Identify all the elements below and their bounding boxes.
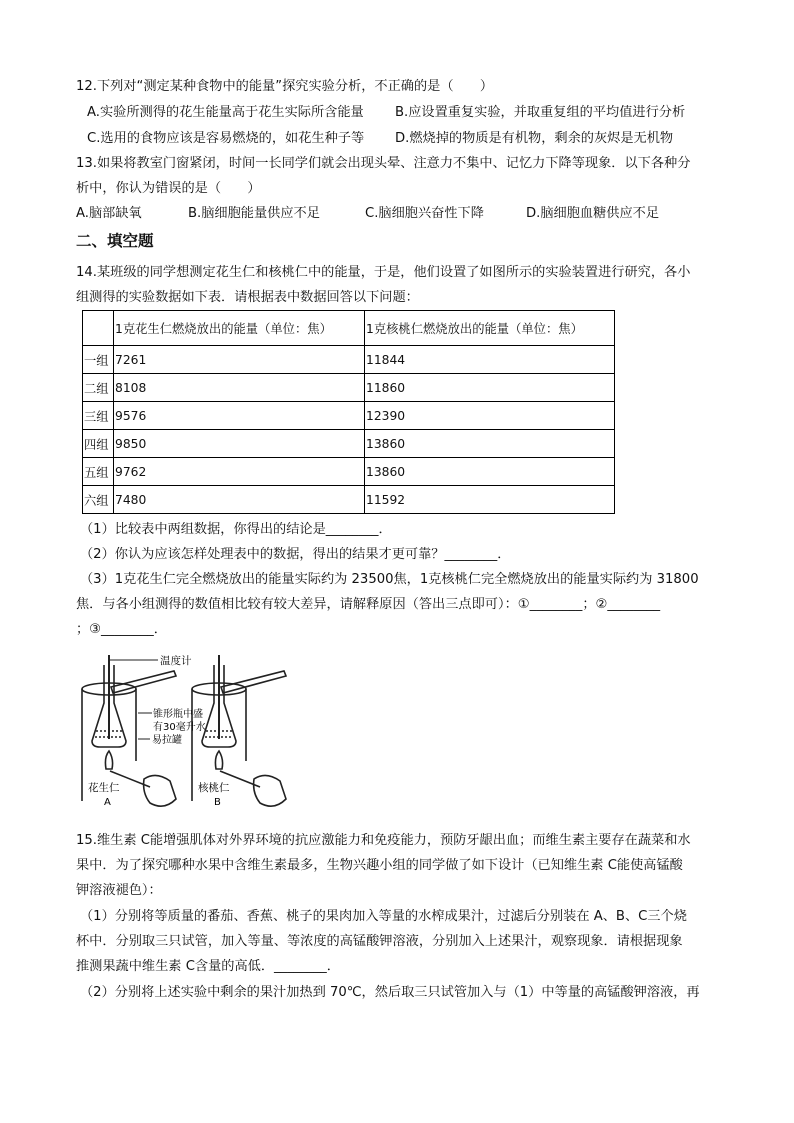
flame-left [105,751,112,769]
table-row [83,402,615,430]
hand-right [254,775,286,806]
table-cell: 9762 [114,458,365,486]
table-row [83,374,615,402]
q15-line5: 杯中．分别取三只试管，加入等量、等浓度的高锰酸钾溶液，分别加入上述果汁，观察现象．请根据现象 [76,934,683,949]
flame-right [215,751,222,769]
q12-stem: 12.下列对“测定某种食物中的能量”探究实验分析，不正确的是（ ） [76,79,494,94]
label-b: B [214,797,221,808]
q14-stem-line1: 14.某班级的同学想测定花生仁和核桃仁中的能量，于是，他们设置了如图所示的实验装置进行研究，各小 [76,265,691,280]
q13-stem-line1: 13.如果将教室门窗紧闭，时间一长同学们就会出现头晕、注意力不集中、记忆力下降等现象．以下各种分 [76,156,691,171]
q12-option-a: A.实验所测得的花生能量高于花生实际所含能量 [87,105,364,120]
holder-rod-right [221,671,286,693]
q13-stem-line2: 析中，你认为错误的是（ ） [76,181,261,196]
table-cell: 一组 [83,346,114,374]
table-cell: 11592 [365,486,615,514]
table-cell: 9576 [114,402,365,430]
table-cell: 13860 [365,430,615,458]
table-cell: 7261 [114,346,365,374]
q14-part2: （2）你认为应该怎样处理表中的数据，得出的结果才更可靠？________． [80,547,511,562]
q14-part3-line3: ；③________． [76,622,167,637]
label-thermometer: 温度计 [160,655,192,667]
label-a: A [104,797,111,808]
hand-left [144,775,176,806]
q15-line6: 推测果蔬中维生素 C含量的高低．________． [76,959,340,974]
table-cell: 六组 [83,486,114,514]
table-header-row [83,311,615,346]
table-cell: 13860 [365,458,615,486]
section-heading: 二、填空题 [76,232,154,250]
q12-option-d: D.燃烧掉的物质是有机物，剩余的灰烬是无机物 [395,131,674,146]
q15-line7: （2）分别将上述实验中剩余的果汁加热到 70℃，然后取三只试管加入与（1）中等量的高锰酸钾溶液，再 [80,985,700,1000]
q14-stem-line2: 组测得的实验数据如下表．请根据表中数据回答以下问题： [76,290,419,305]
label-can: 易拉罐 [152,735,182,746]
q14-part3-line2: 焦．与各小组测得的数值相比较有较大差异，请解释原因（答出三点即可）：①________；②________ [76,597,661,612]
table-header-cell: 1克核桃仁燃烧放出的能量（单位：焦） [365,311,615,346]
q13-option-c: C.脑细胞兴奋性下降 [365,206,484,221]
table-cell: 11844 [365,346,615,374]
q12-option-b: B.应设置重复实验，并取重复组的平均值进行分析 [395,105,686,120]
table-cell: 7480 [114,486,365,514]
q15-line3: 钾溶液褪色）： [76,883,162,898]
table-cell: 五组 [83,458,114,486]
table-header-cell: 1克花生仁燃烧放出的能量（单位：焦） [114,311,365,346]
table-cell: 三组 [83,402,114,430]
table-cell: 12390 [365,402,615,430]
q13-option-d: D.脑细胞血糖供应不足 [526,206,660,221]
label-peanut: 花生仁 [88,782,120,794]
q15-line2: 果中．为了探究哪种水果中含维生素最多，生物兴趣小组的同学做了如下设计（已知维生素 C能使高锰酸 [76,858,683,873]
q15-line1: 15.维生素 C能增强肌体对外界环境的抗应激能力和免疫能力，预防牙龈出血；而维生素主要存在蔬菜和水 [76,833,691,848]
label-walnut: 核桃仁 [198,782,230,794]
table-row [83,486,615,514]
label-flask: 锥形瓶中盛 [153,709,203,720]
q14-part1: （1）比较表中两组数据，你得出的结论是________． [80,522,392,537]
table-header-cell [83,311,114,346]
table-cell: 四组 [83,430,114,458]
q13-option-b: B.脑细胞能量供应不足 [188,206,320,221]
q15-line4: （1）分别将等质量的番茄、香蕉、桃子的果肉加入等量的水榨成果汁，过滤后分别装在 A、B、C三个烧 [80,909,687,924]
table-cell: 8108 [114,374,365,402]
q14-part3-line1: （3）1克花生仁完全燃烧放出的能量实际约为 23500焦，1克核桃仁完全燃烧放出的能量实际约为 31800 [80,572,699,587]
label-water: 有30毫升水 [153,722,206,733]
table-cell: 9850 [114,430,365,458]
q12-option-c: C.选用的食物应该是容易燃烧的，如花生种子等 [87,131,365,146]
table-cell: 11860 [365,374,615,402]
energy-data-table [82,310,615,514]
table-row [83,430,615,458]
holder-rod-left [111,671,176,693]
table-row [83,346,615,374]
q13-option-a: A.脑部缺氧 [76,206,142,221]
table-row [83,458,615,486]
experiment-apparatus-figure [78,651,298,821]
table-cell: 二组 [83,374,114,402]
